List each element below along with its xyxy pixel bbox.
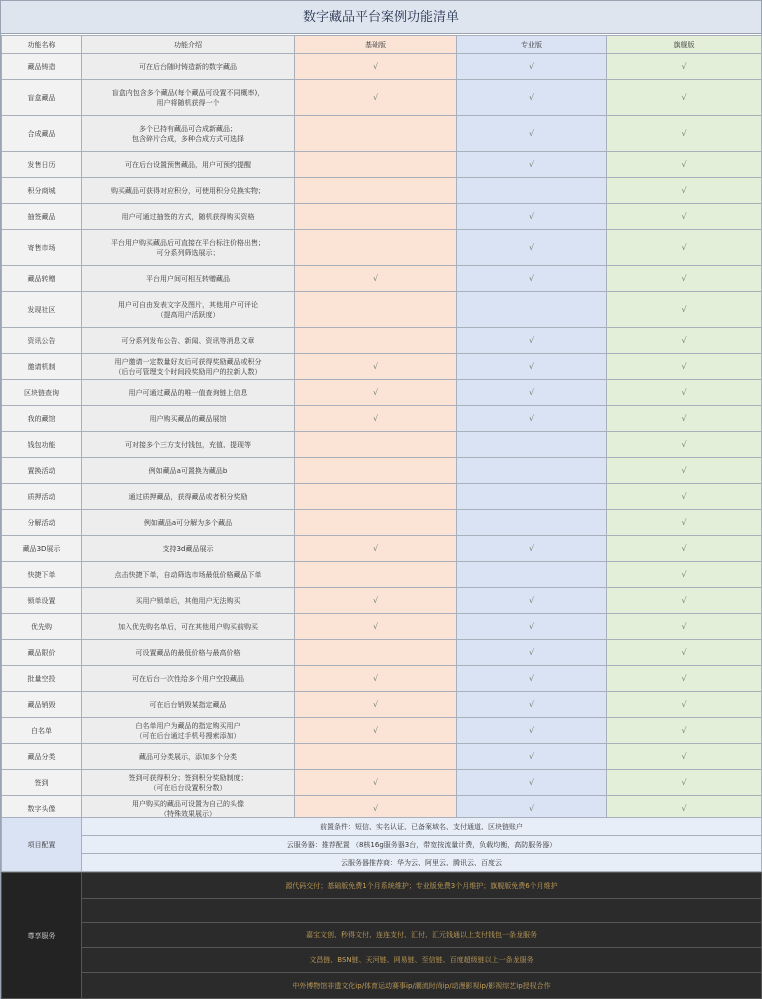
basic-check [295,510,457,536]
service-line [82,899,762,923]
pro-check: √ [457,770,607,796]
feature-row [2,484,762,510]
feature-name: 批量空投 [2,666,82,692]
basic-check: √ [295,354,457,380]
project-row [2,836,762,854]
pro-check: √ [457,328,607,354]
feature-table [1,35,762,822]
feature-row [2,380,762,406]
service-line: 源代码交付；基础版免费1个月系统维护；专业版免费3个月维护；旗舰版免费6个月维护 [82,873,762,899]
feature-name: 藏品限价 [2,640,82,666]
feature-name: 区块链查询 [2,380,82,406]
project-line: 云服务器：推荐配置 （8核16g服务器3台，带宽按流量计费，负载均衡，高防服务器） [82,836,762,854]
feature-row [2,458,762,484]
pro-check [457,178,607,204]
feature-desc: 多个已持有藏品可合成新藏品； 包含碎片合成，多种合成方式可选择 [82,116,295,152]
feature-row [2,744,762,770]
project-line: 前置条件：短信、实名认证、已备案域名、支付通道、区块链账户 [82,818,762,836]
basic-check [295,328,457,354]
pro-check: √ [457,406,607,432]
flagship-check: √ [607,484,762,510]
flagship-check: √ [607,796,762,822]
feature-name: 快捷下单 [2,562,82,588]
flagship-check: √ [607,328,762,354]
feature-desc: 平台用户间可相互转赠藏品 [82,266,295,292]
basic-check: √ [295,796,457,822]
feature-row [2,536,762,562]
pro-check: √ [457,116,607,152]
header-basic: 基础版 [295,36,457,54]
flagship-check: √ [607,116,762,152]
flagship-check: √ [607,178,762,204]
basic-check: √ [295,380,457,406]
service-line: 文昌链、BSN链、天河链、网易链、至信链、百度超级链以上一条龙服务 [82,948,762,973]
feature-desc: 可对接多个三方支付钱包，充值、提现等 [82,432,295,458]
pro-check [457,292,607,328]
feature-name: 藏品转赠 [2,266,82,292]
basic-check: √ [295,54,457,80]
flagship-check: √ [607,510,762,536]
flagship-check: √ [607,614,762,640]
pro-check [457,484,607,510]
flagship-check: √ [607,432,762,458]
feature-name: 资讯公告 [2,328,82,354]
feature-name: 发售日历 [2,152,82,178]
project-config-table [1,817,762,872]
services-table [1,872,762,999]
feature-desc: 用户邀请一定数量好友后可获得奖励藏品或积分 （后台可管理支个时间段奖励用户的拉新人数） [82,354,295,380]
basic-check [295,152,457,178]
flagship-check: √ [607,354,762,380]
pro-check: √ [457,54,607,80]
flagship-check: √ [607,666,762,692]
feature-desc: 可在后台一次性给多个用户空投藏品 [82,666,295,692]
basic-check: √ [295,718,457,744]
flagship-check: √ [607,266,762,292]
feature-row [2,354,762,380]
feature-row [2,692,762,718]
feature-row [2,178,762,204]
pro-check: √ [457,588,607,614]
pro-check: √ [457,380,607,406]
basic-check: √ [295,692,457,718]
basic-check: √ [295,406,457,432]
flagship-check: √ [607,230,762,266]
feature-name: 抽签藏品 [2,204,82,230]
flagship-check: √ [607,292,762,328]
feature-desc: 支持3d藏品展示 [82,536,295,562]
flagship-check: √ [607,204,762,230]
feature-name: 置换活动 [2,458,82,484]
feature-desc: 可在后台销毁某指定藏品 [82,692,295,718]
pro-check [457,458,607,484]
feature-desc: 可分系列发布公告、新闻、资讯等消息文章 [82,328,295,354]
feature-name: 发现社区 [2,292,82,328]
pro-check: √ [457,744,607,770]
basic-check: √ [295,588,457,614]
pro-check: √ [457,718,607,744]
pro-check: √ [457,266,607,292]
feature-desc: 购买藏品可获得对应积分，可使用积分兑换实物； [82,178,295,204]
project-line: 云服务器推荐商：华为云、阿里云、腾讯云、百度云 [82,854,762,872]
feature-row [2,230,762,266]
feature-row [2,406,762,432]
feature-name: 优先购 [2,614,82,640]
feature-row [2,432,762,458]
header-desc: 功能介绍 [82,36,295,54]
basic-check: √ [295,770,457,796]
feature-row [2,510,762,536]
service-line: 中外博物馆非遗文化ip/体育运动赛事ip/潮流时尚ip/动漫影视ip/影视综艺ip授权合作 [82,973,762,999]
header-flagship: 旗舰版 [607,36,762,54]
feature-row [2,562,762,588]
pro-check [457,510,607,536]
feature-row [2,666,762,692]
basic-check: √ [295,614,457,640]
flagship-check: √ [607,562,762,588]
header-pro: 专业版 [457,36,607,54]
feature-desc: 用户购买藏品的藏品展馆 [82,406,295,432]
feature-name: 钱包功能 [2,432,82,458]
services-label: 尊享服务 [2,873,82,999]
feature-desc: 盲盒内包含多个藏品(每个藏品可设置不同概率)， 用户将随机获得一个 [82,80,295,116]
feature-desc: 可设置藏品的最低价格与最高价格 [82,640,295,666]
page-title: 数字藏品平台案例功能清单 [1,1,761,34]
basic-check [295,640,457,666]
feature-name: 分解活动 [2,510,82,536]
pro-check: √ [457,204,607,230]
flagship-check: √ [607,80,762,116]
feature-row [2,204,762,230]
feature-name: 白名单 [2,718,82,744]
basic-check: √ [295,536,457,562]
pro-check [457,432,607,458]
feature-name: 盲盒藏品 [2,80,82,116]
feature-row [2,266,762,292]
basic-check [295,562,457,588]
pro-check: √ [457,796,607,822]
basic-check [295,292,457,328]
feature-name: 我的藏馆 [2,406,82,432]
flagship-check: √ [607,406,762,432]
feature-name: 质押活动 [2,484,82,510]
flagship-check: √ [607,692,762,718]
service-row [2,948,762,973]
feature-desc: 通过质押藏品，获得藏品或者积分奖励 [82,484,295,510]
feature-name: 藏品铸造 [2,54,82,80]
basic-check: √ [295,266,457,292]
feature-row [2,116,762,152]
feature-desc: 加入优先购名单后，可在其他用户购买前购买 [82,614,295,640]
flagship-check: √ [607,640,762,666]
feature-desc: 用户可通过藏品的唯一值查询链上信息 [82,380,295,406]
feature-desc: 可在后台设置预售藏品，用户可预约提醒 [82,152,295,178]
pro-check [457,562,607,588]
basic-check [295,178,457,204]
basic-check [295,230,457,266]
pro-check: √ [457,536,607,562]
header-row [2,36,762,54]
basic-check [295,484,457,510]
pro-check: √ [457,152,607,178]
feature-row [2,54,762,80]
feature-name: 寄售市场 [2,230,82,266]
basic-check [295,432,457,458]
flagship-check: √ [607,744,762,770]
basic-check: √ [295,80,457,116]
pro-check: √ [457,692,607,718]
feature-row [2,640,762,666]
service-row [2,899,762,923]
feature-name: 锁单设置 [2,588,82,614]
header-name: 功能名称 [2,36,82,54]
feature-row [2,292,762,328]
feature-desc: 签到可获得积分；签到积分奖励制度； （可在后台设置积分数） [82,770,295,796]
feature-name: 藏品分类 [2,744,82,770]
flagship-check: √ [607,770,762,796]
feature-name: 藏品销毁 [2,692,82,718]
pro-check: √ [457,640,607,666]
feature-row [2,328,762,354]
basic-check [295,744,457,770]
feature-row [2,588,762,614]
pro-check: √ [457,80,607,116]
feature-desc: 例如藏品a可置换为藏品b [82,458,295,484]
feature-desc: 可在后台随时铸造新的数字藏品 [82,54,295,80]
feature-name: 邀请机制 [2,354,82,380]
service-row [2,923,762,948]
pro-check: √ [457,354,607,380]
feature-name: 数字头像 [2,796,82,822]
pro-check: √ [457,666,607,692]
flagship-check: √ [607,588,762,614]
project-row [2,854,762,872]
feature-desc: 点击快捷下单，自动筛选市场最低价格藏品下单 [82,562,295,588]
project-label: 项目配置 [2,818,82,872]
feature-desc: 平台用户购买藏品后可直接在平台标注价格出售； 可分系列筛选展示； [82,230,295,266]
feature-row [2,80,762,116]
basic-check [295,116,457,152]
basic-check [295,458,457,484]
flagship-check: √ [607,54,762,80]
feature-desc: 买用户锁单后，其他用户无法购买 [82,588,295,614]
service-line: 嘉宝文创、秒得文付、连连支付、汇付、汇元钱通以上支付钱包一条龙服务 [82,923,762,948]
service-row [2,973,762,999]
pro-check: √ [457,614,607,640]
feature-name: 合成藏品 [2,116,82,152]
basic-check [295,204,457,230]
flagship-check: √ [607,458,762,484]
feature-name: 积分商城 [2,178,82,204]
feature-desc: 白名单用户为藏品的指定购买用户 （可在后台通过手机号搜索添加） [82,718,295,744]
project-row [2,818,762,836]
feature-row [2,770,762,796]
flagship-check: √ [607,380,762,406]
service-row [2,873,762,899]
feature-desc: 藏品可分类展示，添加多个分类 [82,744,295,770]
feature-desc: 用户可通过抽签的方式，随机获得购买资格 [82,204,295,230]
feature-name: 签到 [2,770,82,796]
feature-desc: 用户可自由发表文字及图片，其他用户可评论 （提高用户活跃度） [82,292,295,328]
feature-row [2,718,762,744]
flagship-check: √ [607,718,762,744]
flagship-check: √ [607,536,762,562]
pro-check: √ [457,230,607,266]
feature-row [2,152,762,178]
feature-row [2,614,762,640]
flagship-check: √ [607,152,762,178]
feature-desc: 例如藏品a可分解为多个藏品 [82,510,295,536]
basic-check: √ [295,666,457,692]
feature-desc: 用户购买的藏品可设置为自己的头像 （特殊效果展示） [82,796,295,822]
feature-name: 藏品3D展示 [2,536,82,562]
